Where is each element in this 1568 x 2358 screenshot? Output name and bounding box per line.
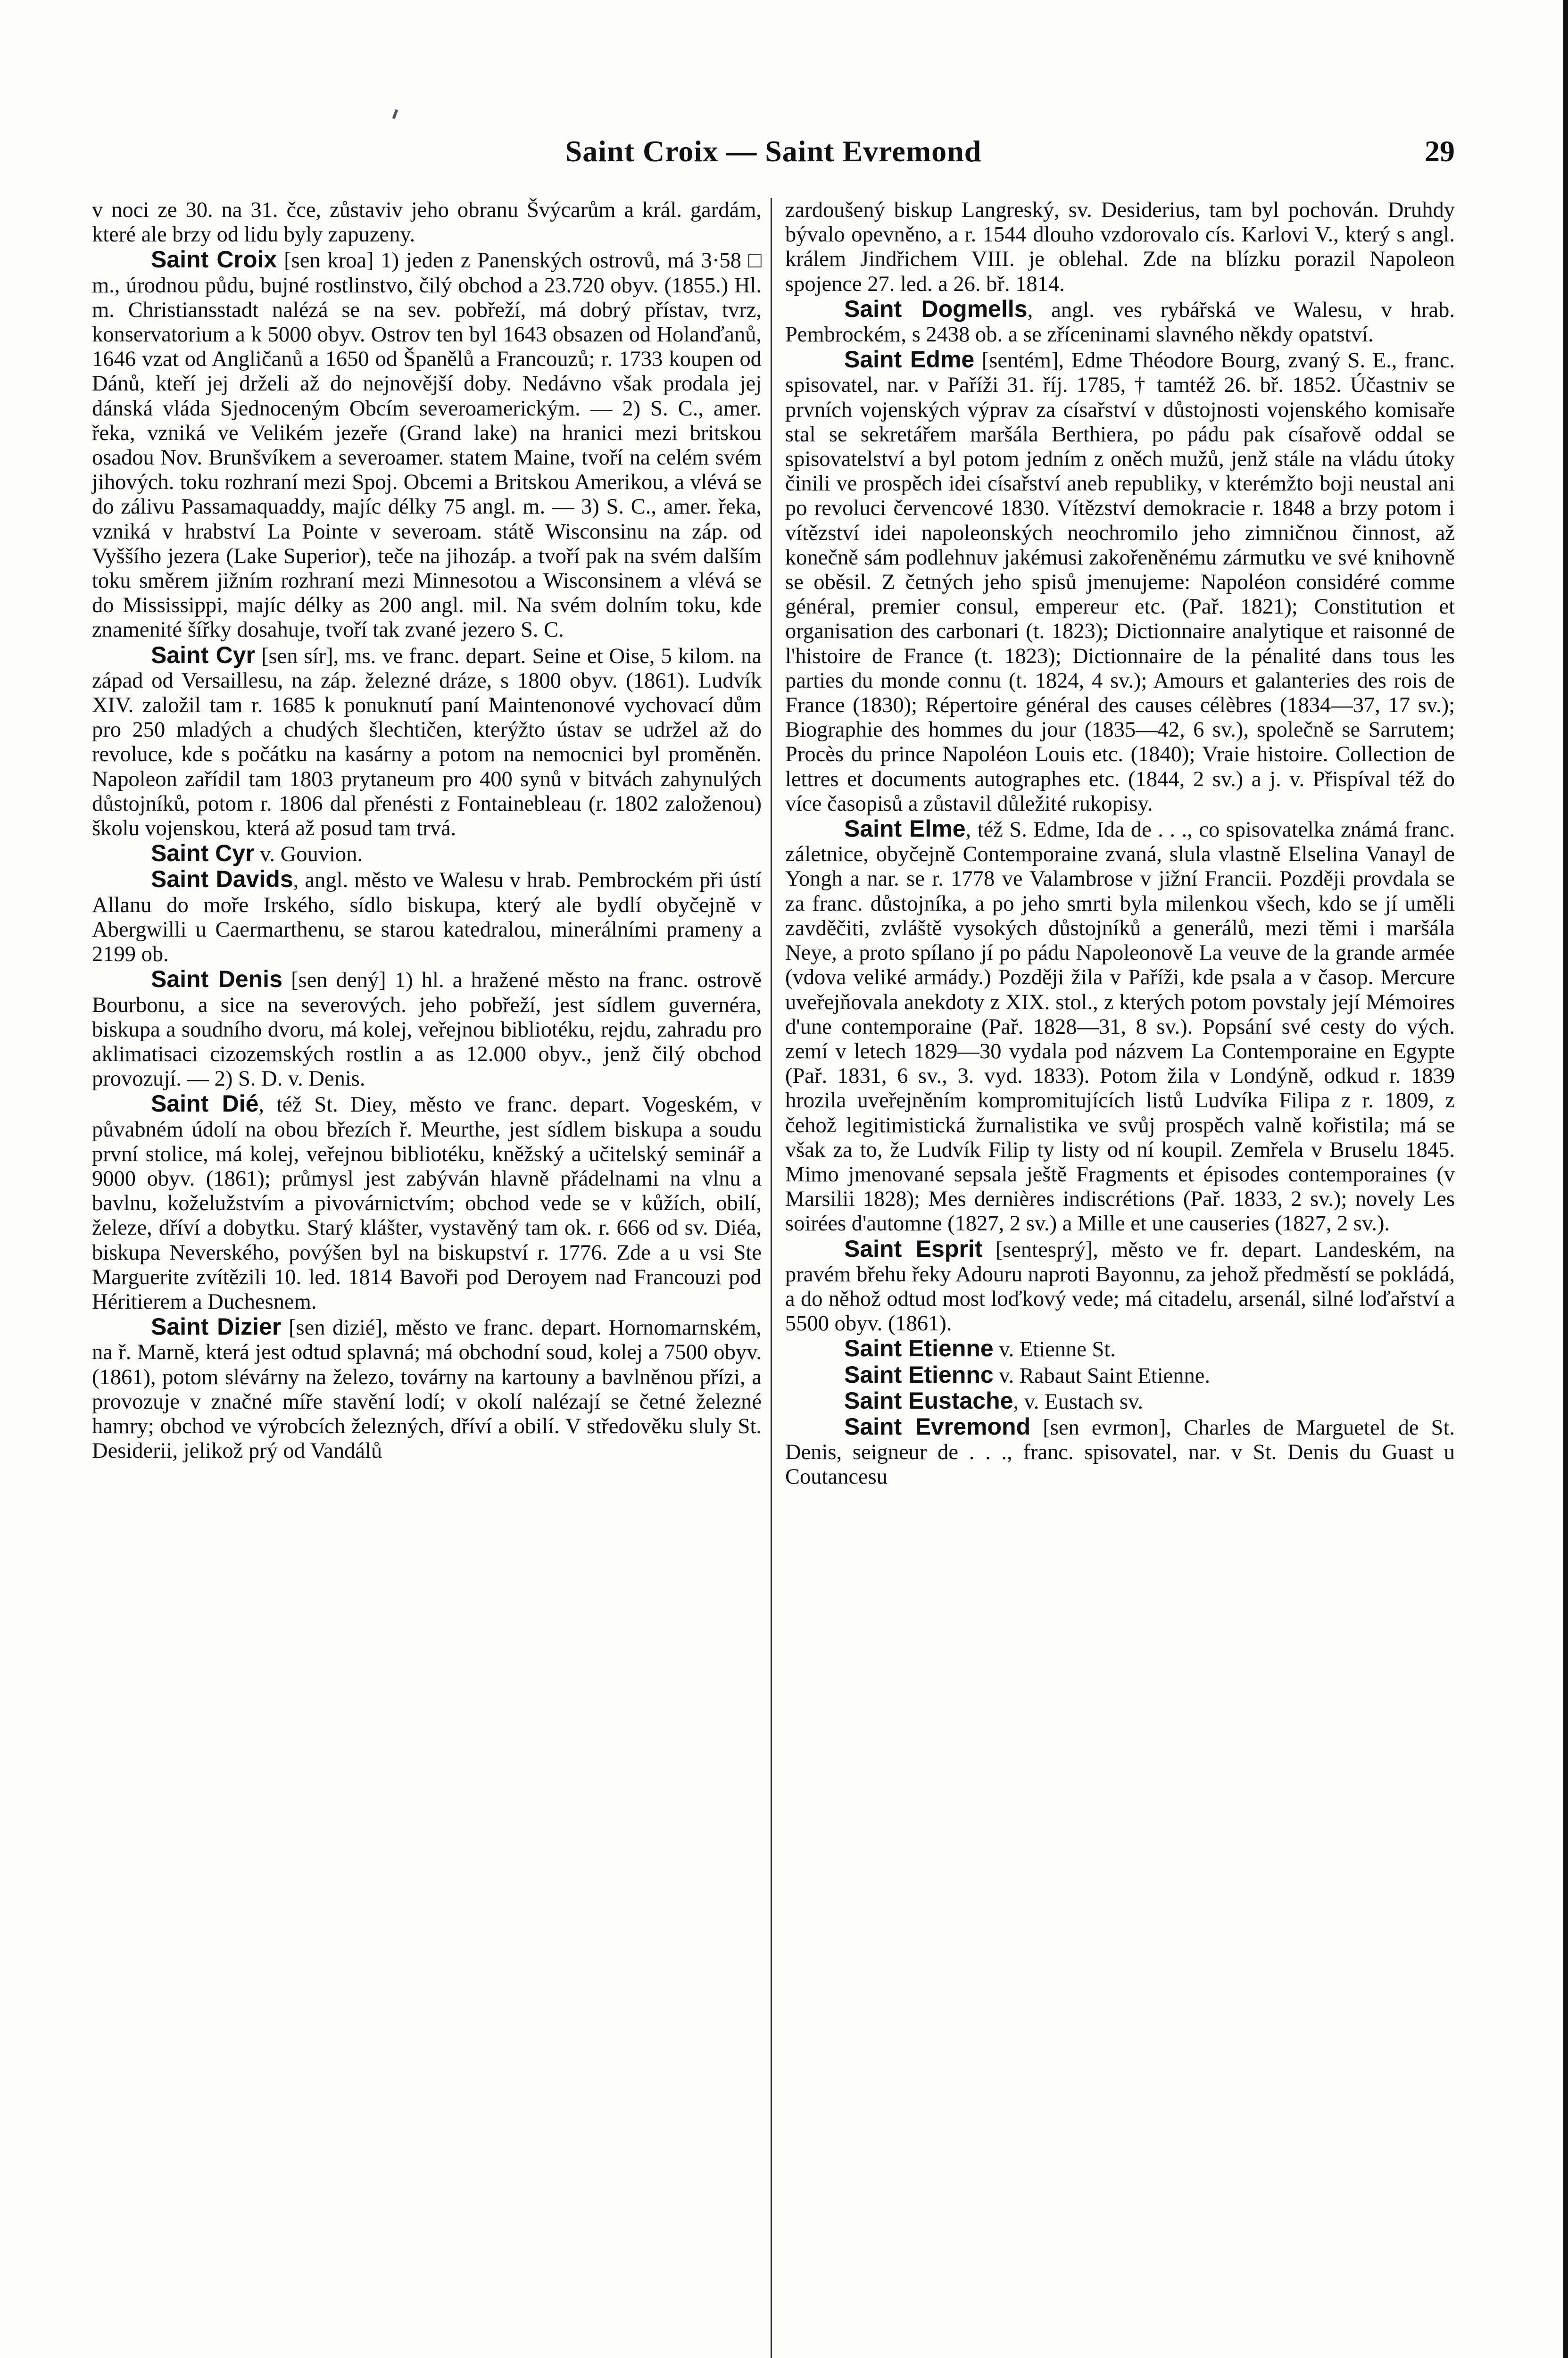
dictionary-entry [92, 1091, 762, 1314]
dictionary-entry [92, 643, 762, 841]
dictionary-entry [92, 867, 762, 967]
entry-text: v noci ze 30. na 31. čce, zůstaviv jeho obranu Švýcarům a král. gardám, které ale brzy od lidu byly zapuzeny. [92, 198, 762, 247]
entry-continuation [785, 198, 1455, 297]
entry-text: v. Rabaut Saint Etienne. [993, 1363, 1211, 1388]
dictionary-entry [785, 1388, 1455, 1414]
dictionary-entry [92, 247, 762, 642]
entry-headword: Saint Etienne [844, 1335, 994, 1362]
dictionary-entry [785, 1336, 1455, 1362]
entry-headword: Saint Dizier [151, 1313, 282, 1340]
entry-headword: Saint Evremond [844, 1413, 1031, 1440]
left-column [92, 198, 762, 1463]
dictionary-entry [785, 816, 1455, 1236]
entry-text: [sen sír], ms. ve franc. depart. Seine et Oise, 5 kilom. na západ od Versaillesu, na záp. železné dráze, s 1800 obyv. (1861). Ludvík XIV. založil tam r. 1685 k ponuknutí paní Maintenonové vychovací dům pro 250 mladých a chudých šlechtičen, kterýžto ústav se udržel až do revoluce, kde s počátku na kasárny a potom na nemocnici byl proměněn. Napoleon zařídil tam 1803 prytaneum pro 400 synů v bitvách zahynulých důstojníků, potom r. 1806 dal přenésti z Fontainebleau (r. 1802 založenou) školu vojenskou, která až posud tam trvá. [92, 644, 762, 841]
entry-text: v. Etienne St. [993, 1337, 1116, 1362]
entry-text: zardoušený biskup Langreský, sv. Desiderius, tam byl pochován. Druhdy bývalo opevněno, a r. 1544 dlouho vzdorovalo cís. Karlovi V., který s angl. králem Jindřichem VIII. je oblehal. Zde na blízku porazil Napoleon spojence 27. led. a 26. bř. 1814. [785, 198, 1455, 296]
entry-text: [sen evrmon], Charles de Marguetel de St. Denis, seigneur de . . ., franc. spisovatel, nar. v St. Denis du Guast u Coutancesu [785, 1415, 1455, 1489]
entry-text: , angl. ves rybářská ve Walesu, v hrab. Pembrockém, s 2438 ob. a se zříceninami slavného někdy opatství. [785, 298, 1455, 347]
entry-headword: Saint Cyr [151, 840, 255, 867]
page-number: 29 [1425, 134, 1455, 168]
entry-headword: Saint Dogmells [844, 295, 1028, 322]
scan-edge-border [1563, 0, 1568, 2358]
dictionary-entry [92, 841, 762, 867]
dictionary-entry [92, 967, 762, 1091]
running-title: Saint Croix — Saint Evremond [565, 134, 982, 168]
entry-headword: Saint Denis [151, 966, 282, 993]
page-header [92, 127, 1455, 179]
entry-headword: Saint Eustache [844, 1387, 1013, 1414]
entry-text: v. Gouvion. [254, 842, 363, 867]
entry-headword: Saint Davids [151, 866, 293, 893]
entry-text: [sen dizié], město ve franc. depart. Hornomarnském, na ř. Marně, která jest odtud splavná; má obchodní soud, kolej a 7500 obyv. (1861), potom slévárny na železo, továrny na kartouny a bavlněnou přízi, a provozuje v značné míře stavění lodí; v okolí nalézají se četné železné hamry; obchod ve výrobcích železných, dříví a obilí. V středověku sluly St. Desiderii, jelikož prý od Vandálů [92, 1316, 762, 1463]
dictionary-entry [92, 1314, 762, 1463]
entry-text: , též St. Diey, město ve franc. depart. Vogeském, v půvabném údolí na obou březích ř. Meurthe, jest sídlem biskupa a soudu první stolice, má kolej, veřejnou bibliotéku, kněžský a učitelský seminář a 9000 obyv. (1861); průmysl jest zabýván hlavně přádelnami na vlnu a bavlnu, koželužstvím a pivovárnictvím; obchod vede se v kůžích, obilí, železe, dříví a dobytku. Starý klášter, vystavěný tam ok. r. 666 od sv. Diéa, biskupa Neverského, povýšen byl na biskupství r. 1776. Zde a u vsi Ste Marguerite zvítězili 10. led. 1814 Bavoři pod Deroyem nad Francouzi pod Héritierem a Duchesnem. [92, 1093, 762, 1314]
entry-text: [sentém], Edme Théodore Bourg, zvaný S. E., franc. spisovatel, nar. v Paříži 31. říj. 1785, † tamtéž 26. bř. 1852. Účastniv se prvních vojenských výprav za císařství v důstojnosti vojenského komisaře stal se sekretářem maršála Berthiera, po pádu pak císařově oddal se spisovatelství a byl potom jedním z oněch mužů, jenž stále na vládu útoky činili ve prospěch idei císařství aneb republiky, v kterémžto boji neustal ani po revoluci červencové 1830. Vítězství demokracie r. 1848 a brzy potom i vítězství idei napoleonských neochromilo jeho zimničnou činnost, až konečně sám podlehnuv jakémusi zakořeněnému zármutku ve své knihovně se oběsil. Z četných jeho spisů jmenujeme: Napoléon considéré comme général, premier consul, empereur etc. (Pař. 1821); Constitution et organisation des carbonari (t. 1823); Dictionnaire analytique et raisonné de l'histoire de France (t. 1823); Dictionnaire de la pénalité dans tous les parties du monde connu (t. 1824, 4 sv.); Amours et galanteries des rois de France (1830); Répertoire général des causes célèbres (1834—37, 17 sv.); Biographie des hommes du jour (1835—42, 6 sv.), společně se Sarrutem; Procès du prince Napoléon Louis etc. (1840); Vraie histoire. Collection de lettres et documents autographes etc. (1844, 2 sv.) a j. v. Přispíval též do více časopisů a zůstavil důležité rukopisy. [785, 349, 1455, 816]
right-column [785, 198, 1455, 1490]
dictionary-entry [785, 1237, 1455, 1337]
dictionary-entry [785, 1362, 1455, 1388]
entry-headword: Saint Dié [151, 1090, 259, 1117]
entry-text: , v. Eustach sv. [1013, 1389, 1143, 1414]
entry-text: , též S. Edme, Ida de . . ., co spisovatelka známá franc. záletnice, obyčejně Contemporaine zvaná, slula vlastně Elselina Vanayl de Yongh a nar. se r. 1778 ve Valambrose v jižní Francii. Později provdala se za franc. důstojníka, a po jeho smrti byla milenkou všech, kdo se jí uměli zavděčiti, zvláště vysokých důstojníků a generálů, mezi těmi i maršála Neye, a proto spílano jí po pádu Napoleonově La veuve de la grande armée (vdova veliké armády.) Později žila v Paříži, kde psala a v časop. Mercure uveřejňovala anekdoty z XIX. stol., z kterých potom povstaly její Mémoires d'une contemporaine (Pař. 1828—31, 8 sv.). Popsání své cesty do vých. zemí v letech 1829—30 vydala pod názvem La Contemporaine en Egypte (Pař. 1831, 6 sv., 3. vyd. 1833). Potom žila v Londýně, odkud r. 1839 hrozila uveřejněním kompromitujících listů Ludvíka Filipa z r. 1809, z čehož legitimistická žurnalistika ve svůj prospěch valně kořistila; má se však za to, že Ludvík Filip ty listy od ní koupil. Zemřela v Bruselu 1845. Mimo jmenované sepsala ještě Fragments et épisodes contemporaines (v Marsilii 1828); Mes dernières indiscrétions (Pař. 1833, 2 sv.); novely Les soirées d'automne (1827, 2 sv.) a Mille et une causeries (1827, 2 sv.). [785, 818, 1455, 1236]
scan-speck [392, 109, 398, 119]
dictionary-entry [785, 1414, 1455, 1490]
entry-headword: Saint Croix [151, 246, 277, 273]
entry-text: [sen dený] 1) hl. a hražené město na franc. ostrově Bourbonu, a sice na severových. jeho pobřeží, jest sídlem guvernéra, biskupa a soudního dvoru, má kolej, veřejnou bibliotéku, rejdu, zahradu pro aklimatisaci cizozemských rostlin a as 12.000 obyv., jenž čilý obchod provozují. — 2) S. D. v. Denis. [92, 968, 762, 1091]
entry-text: [sen kroa] 1) jeden z Panenských ostrovů, má 3·58 □ m., úrodnou půdu, bujné rostlinstvo, čilý obchod a 23.720 obyv. (1855.) Hl. m. Christiansstadt nalézá se na sev. pobřeží, má dobrý přístav, tvrz, konservatorium a k 5000 obyv. Ostrov ten byl 1643 obsazen od Holanďanů, 1646 vzat od Angličanů a 1650 od Španělů a Francouzů; r. 1733 koupen od Dánů, kteří jej drželi až do nejnovější doby. Nedávno však prodala jej dánská vláda Sjednoceným Obcím severoamerickým. — 2) S. C., amer. řeka, vzniká ve Velikém jezeře (Grand lake) na hranici mezi britskou osadou Nov. Brunšvíkem a severoamer. statem Maine, tvoří na celém svém jihových. toku rozhraní mezi Spoj. Obcemi a Britskou Amerikou, a vlévá se do zálivu Passamaquaddy, majíc délky 75 angl. m. — 3) S. C., amer. řeka, vzniká v hrabství La Pointe v severoam. státě Wisconsinu na záp. od Vyššího jezera (Lake Superior), teče na jihozáp. a tvoří pak na svém dalším toku směrem jižním rozhraní mezi Minnesotou a Wisconsinem a vlévá se do Mississippi, majíc délky as 200 angl. mil. Na svém dolním toku, kde znamenité šířky dosahuje, tvoří tak zvané jezero S. C. [92, 249, 762, 642]
entry-headword: Saint Edme [844, 346, 975, 373]
column-divider [771, 198, 772, 2358]
entry-headword: Saint Elme [844, 815, 966, 842]
entry-headword: Saint Cyr [151, 641, 255, 668]
entry-headword: Saint Etiennc [844, 1361, 994, 1388]
entry-text: [sentesprý], město ve fr. depart. Landeském, na pravém břehu řeky Adouru naproti Bayonnu, za jehož předměstí se pokládá, a do něhož odtud most loďkový vede; má citadelu, arsenál, silné loďařství a 5500 obyv. (1861). [785, 1237, 1455, 1336]
dictionary-entry [785, 347, 1455, 816]
entry-continuation [92, 198, 762, 247]
entry-text: , angl. město ve Walesu v hrab. Pembrockém při ústí Allanu do moře Irského, sídlo biskupa, který ale bydlí obyčejně v Abergwilli u Caermarthenu, se starou katedralou, minerálními prameny a 2199 ob. [92, 868, 762, 967]
entry-headword: Saint Esprit [844, 1235, 983, 1262]
dictionary-entry [785, 297, 1455, 347]
